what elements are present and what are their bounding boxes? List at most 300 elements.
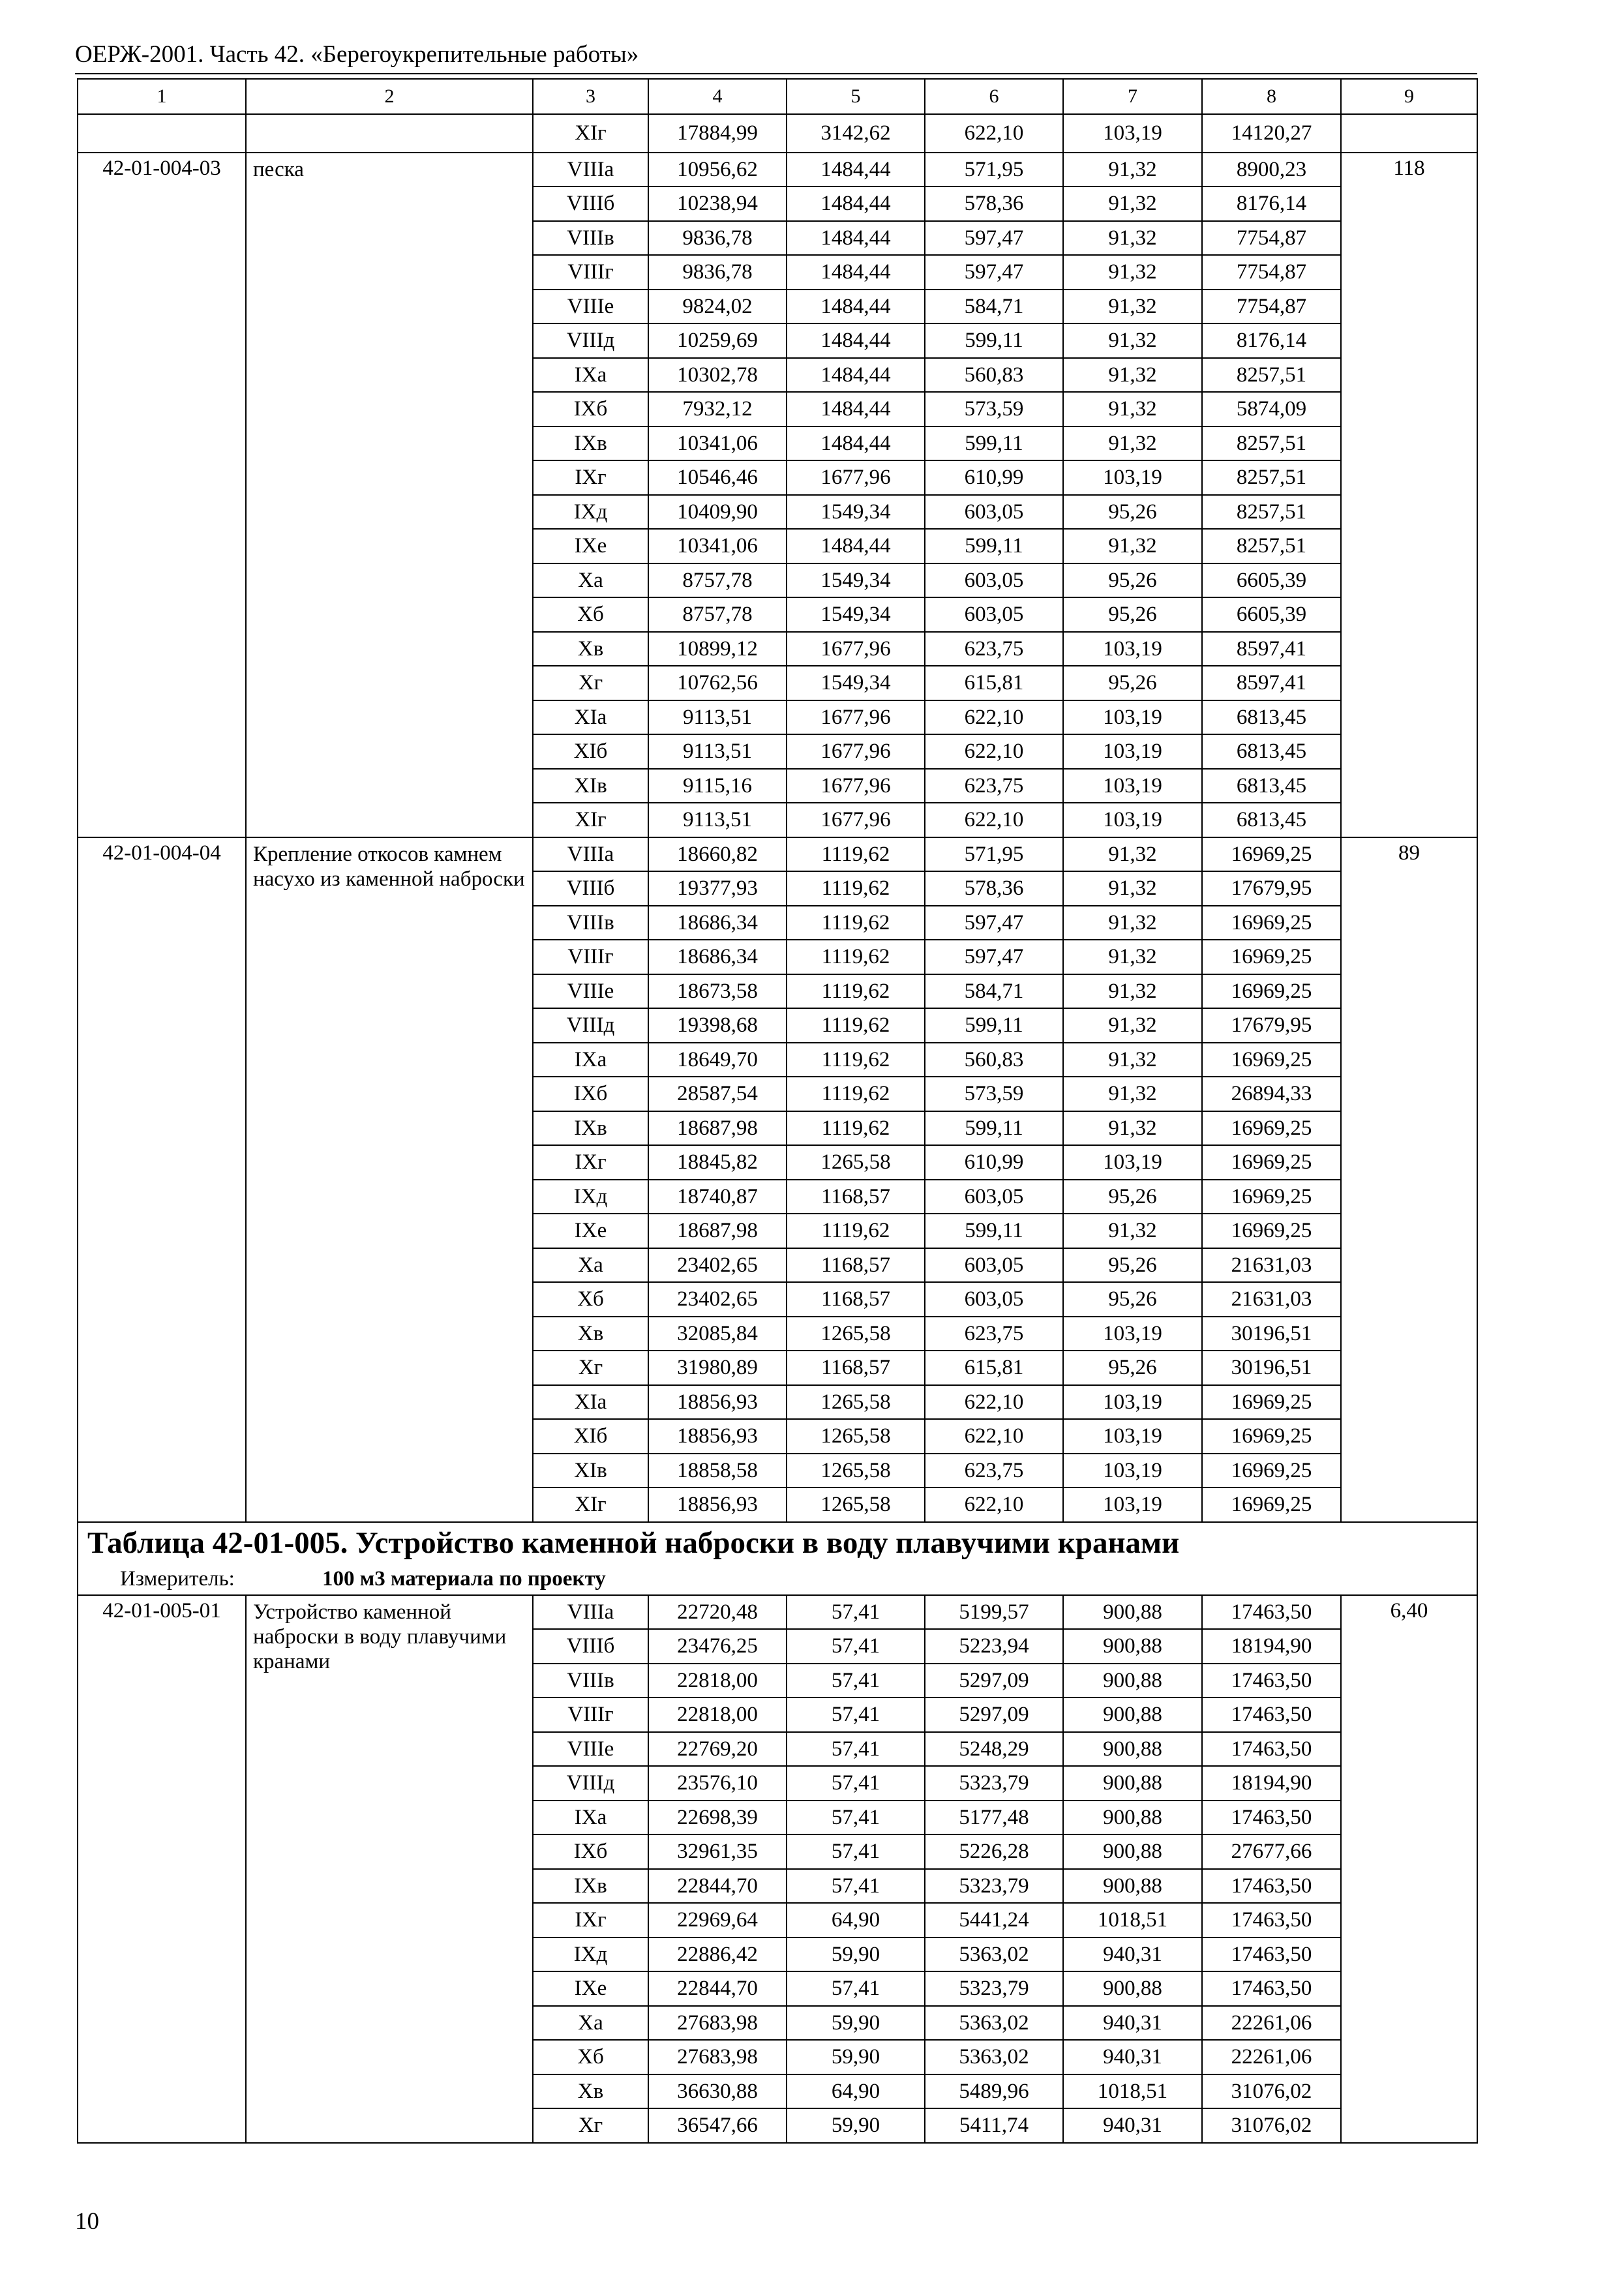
table-body-lower bbox=[78, 1595, 1477, 2143]
total-cost-cell: 9113,51 bbox=[648, 803, 787, 837]
machinist-wages-cell: 900,88 bbox=[1063, 1766, 1202, 1801]
total-cost-cell: 27683,98 bbox=[648, 2006, 787, 2041]
wages-cell: 57,41 bbox=[787, 1664, 925, 1698]
territory-cell: VIIIб bbox=[533, 187, 648, 221]
materials-cell: 17463,50 bbox=[1202, 1595, 1341, 1630]
machinist-wages-cell: 900,88 bbox=[1063, 1834, 1202, 1869]
machine-cost-cell: 5363,02 bbox=[925, 1937, 1063, 1972]
territory-cell: XIг bbox=[533, 1488, 648, 1522]
wages-cell: 1484,44 bbox=[787, 426, 925, 461]
meter-row bbox=[78, 1563, 1477, 1595]
wages-cell: 1168,57 bbox=[787, 1180, 925, 1214]
total-cost-cell: 18660,82 bbox=[648, 837, 787, 872]
territory-cell: VIIIа bbox=[533, 837, 648, 872]
total-cost-cell: 9824,02 bbox=[648, 290, 787, 324]
wages-cell: 57,41 bbox=[787, 1834, 925, 1869]
territory-cell: IXд bbox=[533, 495, 648, 530]
machine-cost-cell: 597,47 bbox=[925, 906, 1063, 940]
territory-cell: Xб bbox=[533, 2040, 648, 2074]
materials-cell: 22261,06 bbox=[1202, 2040, 1341, 2074]
machine-cost-cell: 578,36 bbox=[925, 187, 1063, 221]
materials-cell: 31076,02 bbox=[1202, 2074, 1341, 2109]
materials-cell: 16969,25 bbox=[1202, 1145, 1341, 1180]
code-cell: 42-01-005-01 bbox=[78, 1595, 246, 2143]
total-cost-cell: 10302,78 bbox=[648, 358, 787, 393]
wages-cell: 1119,62 bbox=[787, 1111, 925, 1146]
total-cost-cell: 32085,84 bbox=[648, 1317, 787, 1351]
machinist-wages-cell: 91,32 bbox=[1063, 906, 1202, 940]
column-number-row bbox=[78, 79, 1477, 114]
materials-cell: 17679,95 bbox=[1202, 1008, 1341, 1043]
machinist-wages-cell: 95,26 bbox=[1063, 1282, 1202, 1317]
territory-cell: IXе bbox=[533, 1214, 648, 1248]
price-table bbox=[77, 78, 1478, 2144]
materials-cell: 16969,25 bbox=[1202, 974, 1341, 1009]
machinist-wages-cell: 103,19 bbox=[1063, 460, 1202, 495]
territory-cell: Xв bbox=[533, 632, 648, 666]
machine-cost-cell: 623,75 bbox=[925, 1454, 1063, 1488]
territory-cell: Xа bbox=[533, 563, 648, 598]
wages-cell: 1119,62 bbox=[787, 906, 925, 940]
total-cost-cell: 9115,16 bbox=[648, 769, 787, 803]
description-cell: Крепление откосов камнем насухо из каменной наброски bbox=[246, 837, 533, 1522]
machinist-wages-cell: 103,19 bbox=[1063, 700, 1202, 735]
territory-cell: IXв bbox=[533, 1869, 648, 1904]
machinist-wages-cell: 95,26 bbox=[1063, 666, 1202, 700]
machine-cost-cell: 584,71 bbox=[925, 290, 1063, 324]
materials-cell: 8176,14 bbox=[1202, 187, 1341, 221]
territory-cell: IXв bbox=[533, 426, 648, 461]
wages-cell: 1677,96 bbox=[787, 803, 925, 837]
materials-cell: 6813,45 bbox=[1202, 803, 1341, 837]
materials-cell: 16969,25 bbox=[1202, 1180, 1341, 1214]
total-cost-cell: 27683,98 bbox=[648, 2040, 787, 2074]
machinist-wages-cell: 91,32 bbox=[1063, 221, 1202, 256]
wages-cell: 1677,96 bbox=[787, 460, 925, 495]
wages-cell: 1484,44 bbox=[787, 323, 925, 358]
wages-cell: 1549,34 bbox=[787, 495, 925, 530]
machinist-wages-cell: 95,26 bbox=[1063, 1180, 1202, 1214]
machine-cost-cell: 599,11 bbox=[925, 1008, 1063, 1043]
total-cost-cell: 18856,93 bbox=[648, 1488, 787, 1522]
territory-cell: VIIIе bbox=[533, 974, 648, 1009]
territory-cell: Xв bbox=[533, 1317, 648, 1351]
machine-cost-cell: 622,10 bbox=[925, 1488, 1063, 1522]
wages-cell: 1265,58 bbox=[787, 1145, 925, 1180]
wages-cell: 57,41 bbox=[787, 1732, 925, 1767]
machine-cost-cell: 5489,96 bbox=[925, 2074, 1063, 2109]
wages-cell: 57,41 bbox=[787, 1971, 925, 2006]
total-cost-cell: 22698,39 bbox=[648, 1801, 787, 1835]
total-cost-cell: 28587,54 bbox=[648, 1077, 787, 1111]
total-cost-cell: 36547,66 bbox=[648, 2108, 787, 2143]
materials-cell: 8257,51 bbox=[1202, 529, 1341, 563]
territory-cell: VIIIд bbox=[533, 1008, 648, 1043]
total-cost-cell: 18686,34 bbox=[648, 906, 787, 940]
total-cost-cell: 9113,51 bbox=[648, 700, 787, 735]
machine-cost-cell: 603,05 bbox=[925, 563, 1063, 598]
total-cost-cell: 10238,94 bbox=[648, 187, 787, 221]
materials-cell: 17463,50 bbox=[1202, 1903, 1341, 1937]
machinist-wages-cell: 940,31 bbox=[1063, 2006, 1202, 2041]
machinist-wages-cell: 940,31 bbox=[1063, 2108, 1202, 2143]
machinist-wages-cell: 103,19 bbox=[1063, 734, 1202, 769]
machine-cost-cell: 599,11 bbox=[925, 529, 1063, 563]
machine-cost-cell: 610,99 bbox=[925, 1145, 1063, 1180]
materials-cell: 16969,25 bbox=[1202, 1385, 1341, 1420]
materials-cell: 8176,14 bbox=[1202, 323, 1341, 358]
materials-cell: 16969,25 bbox=[1202, 1111, 1341, 1146]
column-number-cell: 4 bbox=[648, 79, 787, 114]
total-cost-cell: 10762,56 bbox=[648, 666, 787, 700]
machine-cost-cell: 5199,57 bbox=[925, 1595, 1063, 1630]
column-number-cell: 5 bbox=[787, 79, 925, 114]
machinist-wages-cell: 91,32 bbox=[1063, 974, 1202, 1009]
wages-cell: 3142,62 bbox=[787, 114, 925, 153]
wages-cell: 1119,62 bbox=[787, 1043, 925, 1077]
wages-cell: 57,41 bbox=[787, 1595, 925, 1630]
territory-cell: VIIIе bbox=[533, 1732, 648, 1767]
wages-cell: 1119,62 bbox=[787, 974, 925, 1009]
territory-cell: VIIIд bbox=[533, 1766, 648, 1801]
territory-cell: IXе bbox=[533, 529, 648, 563]
table-row bbox=[78, 1595, 1477, 1630]
wages-cell: 57,41 bbox=[787, 1698, 925, 1732]
wages-cell: 1119,62 bbox=[787, 871, 925, 906]
column-number-cell: 7 bbox=[1063, 79, 1202, 114]
machine-cost-cell: 599,11 bbox=[925, 1111, 1063, 1146]
machinist-wages-cell: 91,32 bbox=[1063, 1077, 1202, 1111]
materials-cell: 18194,90 bbox=[1202, 1629, 1341, 1664]
machine-cost-cell: 622,10 bbox=[925, 1419, 1063, 1454]
machine-cost-cell: 603,05 bbox=[925, 1248, 1063, 1283]
materials-cell: 6605,39 bbox=[1202, 597, 1341, 632]
machine-cost-cell: 573,59 bbox=[925, 1077, 1063, 1111]
labor-norm-cell bbox=[1341, 114, 1477, 153]
materials-cell: 8257,51 bbox=[1202, 426, 1341, 461]
machinist-wages-cell: 91,32 bbox=[1063, 187, 1202, 221]
column-number-cell: 9 bbox=[1341, 79, 1477, 114]
machinist-wages-cell: 900,88 bbox=[1063, 1664, 1202, 1698]
machinist-wages-cell: 91,32 bbox=[1063, 392, 1202, 426]
machine-cost-cell: 603,05 bbox=[925, 1180, 1063, 1214]
page-header-title: ОЕРЖ-2001. Часть 42. «Берегоукрепительные работы» bbox=[75, 41, 639, 68]
materials-cell: 7754,87 bbox=[1202, 290, 1341, 324]
machine-cost-cell: 622,10 bbox=[925, 803, 1063, 837]
machine-cost-cell: 597,47 bbox=[925, 940, 1063, 974]
total-cost-cell: 18845,82 bbox=[648, 1145, 787, 1180]
total-cost-cell: 10899,12 bbox=[648, 632, 787, 666]
materials-cell: 6813,45 bbox=[1202, 769, 1341, 803]
territory-cell: VIIIд bbox=[533, 323, 648, 358]
machinist-wages-cell: 91,32 bbox=[1063, 871, 1202, 906]
machinist-wages-cell: 103,19 bbox=[1063, 1385, 1202, 1420]
materials-cell: 6813,45 bbox=[1202, 734, 1341, 769]
machinist-wages-cell: 91,32 bbox=[1063, 529, 1202, 563]
materials-cell: 17463,50 bbox=[1202, 1732, 1341, 1767]
machinist-wages-cell: 95,26 bbox=[1063, 1248, 1202, 1283]
machine-cost-cell: 5297,09 bbox=[925, 1664, 1063, 1698]
materials-cell: 16969,25 bbox=[1202, 1454, 1341, 1488]
total-cost-cell: 9113,51 bbox=[648, 734, 787, 769]
description-cell: Устройство каменной наброски в воду плавучими кранами bbox=[246, 1595, 533, 2143]
territory-cell: VIIIб bbox=[533, 871, 648, 906]
section-title: Таблица 42-01-005. Устройство каменной наброски в воду плавучими кранами bbox=[78, 1522, 1477, 1563]
wages-cell: 1484,44 bbox=[787, 290, 925, 324]
machinist-wages-cell: 95,26 bbox=[1063, 1351, 1202, 1385]
machinist-wages-cell: 103,19 bbox=[1063, 803, 1202, 837]
materials-cell: 31076,02 bbox=[1202, 2108, 1341, 2143]
territory-cell: VIIIв bbox=[533, 221, 648, 256]
total-cost-cell: 17884,99 bbox=[648, 114, 787, 153]
machine-cost-cell: 560,83 bbox=[925, 358, 1063, 393]
wages-cell: 1265,58 bbox=[787, 1454, 925, 1488]
header-divider bbox=[75, 73, 1477, 74]
total-cost-cell: 32961,35 bbox=[648, 1834, 787, 1869]
machine-cost-cell: 622,10 bbox=[925, 1385, 1063, 1420]
territory-cell: Xа bbox=[533, 1248, 648, 1283]
wages-cell: 1484,44 bbox=[787, 153, 925, 187]
materials-cell: 22261,06 bbox=[1202, 2006, 1341, 2041]
total-cost-cell: 22818,00 bbox=[648, 1664, 787, 1698]
table-section-header bbox=[78, 1522, 1477, 1595]
wages-cell: 1677,96 bbox=[787, 632, 925, 666]
materials-cell: 16969,25 bbox=[1202, 1419, 1341, 1454]
wages-cell: 64,90 bbox=[787, 1903, 925, 1937]
machinist-wages-cell: 95,26 bbox=[1063, 597, 1202, 632]
machine-cost-cell: 5411,74 bbox=[925, 2108, 1063, 2143]
machine-cost-cell: 573,59 bbox=[925, 392, 1063, 426]
column-number-cell: 8 bbox=[1202, 79, 1341, 114]
wages-cell: 1677,96 bbox=[787, 734, 925, 769]
machinist-wages-cell: 91,32 bbox=[1063, 290, 1202, 324]
territory-cell: XIв bbox=[533, 1454, 648, 1488]
meter-label: Измеритель: bbox=[120, 1566, 235, 1591]
total-cost-cell: 22769,20 bbox=[648, 1732, 787, 1767]
materials-cell: 6605,39 bbox=[1202, 563, 1341, 598]
labor-norm-cell: 118 bbox=[1341, 153, 1477, 837]
total-cost-cell: 10546,46 bbox=[648, 460, 787, 495]
code-cell bbox=[78, 114, 246, 153]
wages-cell: 1484,44 bbox=[787, 187, 925, 221]
wages-cell: 1168,57 bbox=[787, 1282, 925, 1317]
total-cost-cell: 10259,69 bbox=[648, 323, 787, 358]
total-cost-cell: 36630,88 bbox=[648, 2074, 787, 2109]
wages-cell: 1119,62 bbox=[787, 940, 925, 974]
machine-cost-cell: 5323,79 bbox=[925, 1869, 1063, 1904]
total-cost-cell: 9836,78 bbox=[648, 221, 787, 256]
total-cost-cell: 18740,87 bbox=[648, 1180, 787, 1214]
machinist-wages-cell: 900,88 bbox=[1063, 1732, 1202, 1767]
wages-cell: 57,41 bbox=[787, 1629, 925, 1664]
territory-cell: XIв bbox=[533, 769, 648, 803]
machinist-wages-cell: 91,32 bbox=[1063, 323, 1202, 358]
materials-cell: 8257,51 bbox=[1202, 460, 1341, 495]
territory-cell: XIа bbox=[533, 1385, 648, 1420]
territory-cell: IXв bbox=[533, 1111, 648, 1146]
territory-cell: IXб bbox=[533, 392, 648, 426]
meter-value: 100 м3 материала по проекту bbox=[322, 1566, 606, 1591]
total-cost-cell: 10956,62 bbox=[648, 153, 787, 187]
machine-cost-cell: 584,71 bbox=[925, 974, 1063, 1009]
wages-cell: 59,90 bbox=[787, 2006, 925, 2041]
machinist-wages-cell: 940,31 bbox=[1063, 2040, 1202, 2074]
labor-norm-cell: 6,40 bbox=[1341, 1595, 1477, 2143]
machinist-wages-cell: 103,19 bbox=[1063, 769, 1202, 803]
materials-cell: 16969,25 bbox=[1202, 1488, 1341, 1522]
machine-cost-cell: 603,05 bbox=[925, 495, 1063, 530]
materials-cell: 7754,87 bbox=[1202, 255, 1341, 290]
machinist-wages-cell: 95,26 bbox=[1063, 563, 1202, 598]
machine-cost-cell: 571,95 bbox=[925, 153, 1063, 187]
materials-cell: 16969,25 bbox=[1202, 906, 1341, 940]
wages-cell: 1265,58 bbox=[787, 1488, 925, 1522]
territory-cell: Xг bbox=[533, 1351, 648, 1385]
description-cell bbox=[246, 114, 533, 153]
materials-cell: 30196,51 bbox=[1202, 1351, 1341, 1385]
materials-cell: 6813,45 bbox=[1202, 700, 1341, 735]
table-body-upper bbox=[78, 79, 1477, 1522]
territory-cell: Xг bbox=[533, 666, 648, 700]
materials-cell: 16969,25 bbox=[1202, 837, 1341, 872]
materials-cell: 5874,09 bbox=[1202, 392, 1341, 426]
machine-cost-cell: 597,47 bbox=[925, 255, 1063, 290]
labor-norm-cell: 89 bbox=[1341, 837, 1477, 1522]
machinist-wages-cell: 900,88 bbox=[1063, 1629, 1202, 1664]
total-cost-cell: 18673,58 bbox=[648, 974, 787, 1009]
total-cost-cell: 18686,34 bbox=[648, 940, 787, 974]
territory-cell: Xа bbox=[533, 2006, 648, 2041]
materials-cell: 8597,41 bbox=[1202, 632, 1341, 666]
machine-cost-cell: 603,05 bbox=[925, 597, 1063, 632]
territory-cell: VIIIг bbox=[533, 940, 648, 974]
materials-cell: 30196,51 bbox=[1202, 1317, 1341, 1351]
machinist-wages-cell: 940,31 bbox=[1063, 1937, 1202, 1972]
territory-cell: Xб bbox=[533, 1282, 648, 1317]
machinist-wages-cell: 103,19 bbox=[1063, 1419, 1202, 1454]
column-number-cell: 2 bbox=[246, 79, 533, 114]
machine-cost-cell: 5323,79 bbox=[925, 1766, 1063, 1801]
machinist-wages-cell: 1018,51 bbox=[1063, 2074, 1202, 2109]
machine-cost-cell: 5297,09 bbox=[925, 1698, 1063, 1732]
wages-cell: 1119,62 bbox=[787, 1077, 925, 1111]
territory-cell: VIIIе bbox=[533, 290, 648, 324]
total-cost-cell: 8757,78 bbox=[648, 563, 787, 598]
wages-cell: 1119,62 bbox=[787, 1214, 925, 1248]
machine-cost-cell: 615,81 bbox=[925, 1351, 1063, 1385]
materials-cell: 17463,50 bbox=[1202, 1971, 1341, 2006]
total-cost-cell: 8757,78 bbox=[648, 597, 787, 632]
wages-cell: 1265,58 bbox=[787, 1385, 925, 1420]
territory-cell: VIIIа bbox=[533, 153, 648, 187]
wages-cell: 1549,34 bbox=[787, 597, 925, 632]
machine-cost-cell: 597,47 bbox=[925, 221, 1063, 256]
total-cost-cell: 22818,00 bbox=[648, 1698, 787, 1732]
machinist-wages-cell: 91,32 bbox=[1063, 940, 1202, 974]
machine-cost-cell: 599,11 bbox=[925, 323, 1063, 358]
territory-cell: IXб bbox=[533, 1077, 648, 1111]
total-cost-cell: 22886,42 bbox=[648, 1937, 787, 1972]
total-cost-cell: 10409,90 bbox=[648, 495, 787, 530]
total-cost-cell: 22844,70 bbox=[648, 1869, 787, 1904]
machinist-wages-cell: 91,32 bbox=[1063, 837, 1202, 872]
column-number-cell: 6 bbox=[925, 79, 1063, 114]
territory-cell: IXг bbox=[533, 1903, 648, 1937]
territory-cell: Xв bbox=[533, 2074, 648, 2109]
machine-cost-cell: 5363,02 bbox=[925, 2006, 1063, 2041]
machine-cost-cell: 5323,79 bbox=[925, 1971, 1063, 2006]
territory-cell: VIIIг bbox=[533, 255, 648, 290]
total-cost-cell: 18856,93 bbox=[648, 1419, 787, 1454]
materials-cell: 26894,33 bbox=[1202, 1077, 1341, 1111]
materials-cell: 8900,23 bbox=[1202, 153, 1341, 187]
machinist-wages-cell: 91,32 bbox=[1063, 153, 1202, 187]
territory-cell: IXг bbox=[533, 1145, 648, 1180]
materials-cell: 27677,66 bbox=[1202, 1834, 1341, 1869]
total-cost-cell: 18649,70 bbox=[648, 1043, 787, 1077]
table-row bbox=[78, 114, 1477, 153]
machinist-wages-cell: 91,32 bbox=[1063, 1043, 1202, 1077]
wages-cell: 1677,96 bbox=[787, 700, 925, 735]
wages-cell: 59,90 bbox=[787, 2040, 925, 2074]
materials-cell: 8597,41 bbox=[1202, 666, 1341, 700]
machine-cost-cell: 5177,48 bbox=[925, 1801, 1063, 1835]
machine-cost-cell: 5223,94 bbox=[925, 1629, 1063, 1664]
total-cost-cell: 31980,89 bbox=[648, 1351, 787, 1385]
materials-cell: 21631,03 bbox=[1202, 1282, 1341, 1317]
table-row bbox=[78, 153, 1477, 187]
wages-cell: 1168,57 bbox=[787, 1351, 925, 1385]
wages-cell: 1119,62 bbox=[787, 837, 925, 872]
materials-cell: 21631,03 bbox=[1202, 1248, 1341, 1283]
wages-cell: 1484,44 bbox=[787, 358, 925, 393]
machine-cost-cell: 615,81 bbox=[925, 666, 1063, 700]
machine-cost-cell: 623,75 bbox=[925, 769, 1063, 803]
territory-cell: VIIIг bbox=[533, 1698, 648, 1732]
machinist-wages-cell: 91,32 bbox=[1063, 255, 1202, 290]
machine-cost-cell: 623,75 bbox=[925, 632, 1063, 666]
territory-cell: IXа bbox=[533, 1801, 648, 1835]
machinist-wages-cell: 91,32 bbox=[1063, 1214, 1202, 1248]
column-number-cell: 3 bbox=[533, 79, 648, 114]
wages-cell: 64,90 bbox=[787, 2074, 925, 2109]
materials-cell: 18194,90 bbox=[1202, 1766, 1341, 1801]
machine-cost-cell: 610,99 bbox=[925, 460, 1063, 495]
code-cell: 42-01-004-04 bbox=[78, 837, 246, 1522]
territory-cell: Xг bbox=[533, 2108, 648, 2143]
territory-cell: IXд bbox=[533, 1180, 648, 1214]
description-cell: песка bbox=[246, 153, 533, 837]
total-cost-cell: 9836,78 bbox=[648, 255, 787, 290]
machine-cost-cell: 622,10 bbox=[925, 734, 1063, 769]
machine-cost-cell: 599,11 bbox=[925, 1214, 1063, 1248]
machine-cost-cell: 5363,02 bbox=[925, 2040, 1063, 2074]
total-cost-cell: 18687,98 bbox=[648, 1111, 787, 1146]
wages-cell: 1484,44 bbox=[787, 255, 925, 290]
machine-cost-cell: 5248,29 bbox=[925, 1732, 1063, 1767]
table-row bbox=[78, 837, 1477, 872]
materials-cell: 17463,50 bbox=[1202, 1664, 1341, 1698]
total-cost-cell: 18856,93 bbox=[648, 1385, 787, 1420]
wages-cell: 1484,44 bbox=[787, 221, 925, 256]
total-cost-cell: 18687,98 bbox=[648, 1214, 787, 1248]
wages-cell: 1549,34 bbox=[787, 563, 925, 598]
page-number: 10 bbox=[75, 2208, 99, 2235]
materials-cell: 8257,51 bbox=[1202, 358, 1341, 393]
total-cost-cell: 19398,68 bbox=[648, 1008, 787, 1043]
total-cost-cell: 22720,48 bbox=[648, 1595, 787, 1630]
total-cost-cell: 23476,25 bbox=[648, 1629, 787, 1664]
